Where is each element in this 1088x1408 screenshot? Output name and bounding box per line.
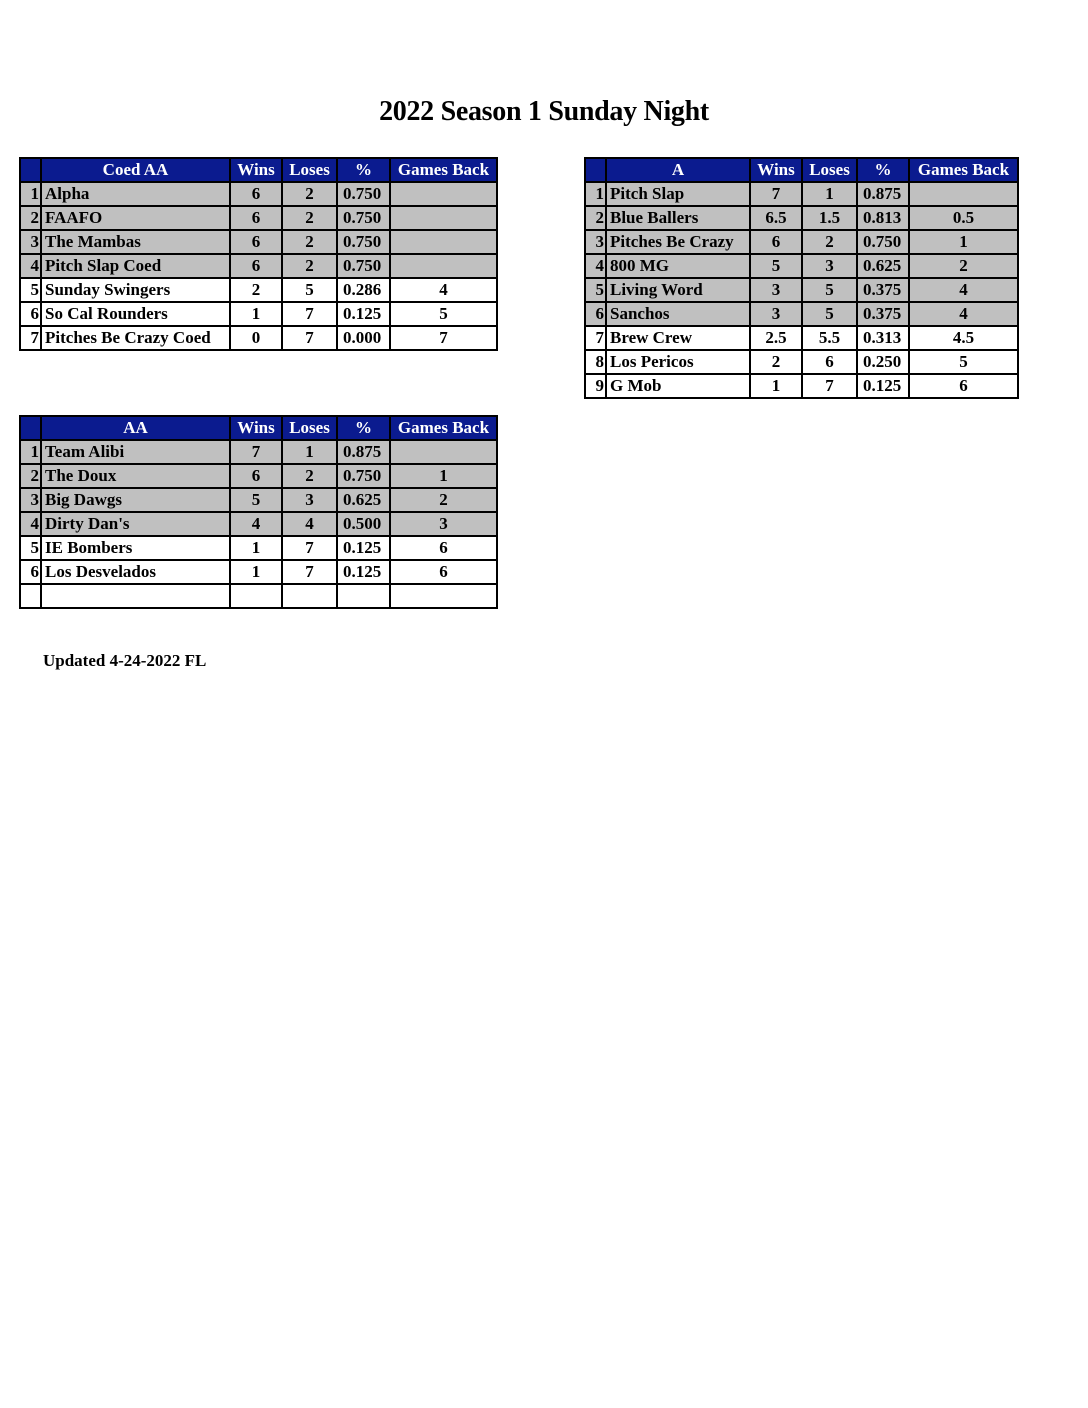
page-title: 2022 Season 1 Sunday Night	[379, 96, 709, 127]
pct-header: %	[337, 416, 390, 440]
team-name-cell: Pitches Be Crazy Coed	[41, 326, 230, 350]
wins-cell: 3	[750, 302, 802, 326]
pct-cell: 0.375	[857, 278, 909, 302]
loses-cell: 1	[282, 440, 337, 464]
pct-cell: 0.125	[337, 536, 390, 560]
pct-cell: 0.750	[337, 230, 390, 254]
rank-cell: 5	[20, 536, 41, 560]
wins-cell: 6	[230, 182, 282, 206]
games-back-cell: 1	[909, 230, 1018, 254]
team-name-cell: Living Word	[606, 278, 750, 302]
wins-cell: 1	[230, 536, 282, 560]
updated-note: Updated 4-24-2022 FL	[43, 651, 207, 670]
pct-cell: 0.625	[337, 488, 390, 512]
table-row	[20, 278, 497, 302]
loses-cell: 3	[802, 254, 857, 278]
rank-cell: 2	[585, 206, 606, 230]
games-back-cell	[909, 182, 1018, 206]
table-header-row	[20, 416, 497, 440]
rank-cell: 4	[20, 512, 41, 536]
loses-cell: 1	[802, 182, 857, 206]
table-row	[585, 278, 1018, 302]
games-back-cell: 5	[909, 350, 1018, 374]
pct-cell: 0.313	[857, 326, 909, 350]
table-row	[585, 326, 1018, 350]
wins-cell: 2	[750, 350, 802, 374]
wins-cell: 3	[750, 278, 802, 302]
wins-cell: 5	[750, 254, 802, 278]
pct-header: %	[857, 158, 909, 182]
pct-cell: 0.286	[337, 278, 390, 302]
table-row	[20, 536, 497, 560]
games-back-header: Games Back	[390, 158, 497, 182]
games-back-header: Games Back	[390, 416, 497, 440]
team-name-cell: G Mob	[606, 374, 750, 398]
team-name-cell: Team Alibi	[41, 440, 230, 464]
wins-cell	[230, 584, 282, 608]
wins-cell: 6	[230, 230, 282, 254]
pct-cell: 0.875	[337, 440, 390, 464]
team-name-cell: 800 MG	[606, 254, 750, 278]
pct-cell: 0.750	[337, 464, 390, 488]
rank-cell: 3	[585, 230, 606, 254]
rank-cell: 1	[20, 440, 41, 464]
table-row	[20, 512, 497, 536]
rank-cell: 7	[20, 326, 41, 350]
rank-cell: 6	[20, 560, 41, 584]
loses-cell: 3	[282, 488, 337, 512]
team-name-cell: Sunday Swingers	[41, 278, 230, 302]
games-back-cell	[390, 254, 497, 278]
table-row	[585, 206, 1018, 230]
rank-header	[20, 158, 41, 182]
table-header-row	[20, 158, 497, 182]
loses-cell: 2	[282, 206, 337, 230]
wins-cell: 2.5	[750, 326, 802, 350]
loses-cell: 7	[282, 326, 337, 350]
table-row	[20, 464, 497, 488]
games-back-cell: 6	[909, 374, 1018, 398]
a-standings-table	[584, 157, 1019, 399]
table-row	[585, 230, 1018, 254]
table-row	[585, 302, 1018, 326]
loses-cell	[282, 584, 337, 608]
games-back-cell: 3	[390, 512, 497, 536]
wins-cell: 0	[230, 326, 282, 350]
table-row	[20, 584, 497, 608]
games-back-cell	[390, 584, 497, 608]
team-name-cell: Pitch Slap Coed	[41, 254, 230, 278]
team-name-cell: Los Desvelados	[41, 560, 230, 584]
table-row	[585, 374, 1018, 398]
loses-cell: 5	[282, 278, 337, 302]
loses-cell: 2	[282, 182, 337, 206]
games-back-cell: 5	[390, 302, 497, 326]
rank-cell	[20, 584, 41, 608]
loses-cell: 6	[802, 350, 857, 374]
loses-cell: 2	[282, 230, 337, 254]
rank-cell: 4	[20, 254, 41, 278]
wins-cell: 4	[230, 512, 282, 536]
wins-cell: 6	[750, 230, 802, 254]
wins-cell: 1	[230, 560, 282, 584]
table-row	[20, 182, 497, 206]
team-name-cell: Los Pericos	[606, 350, 750, 374]
team-name-cell: So Cal Rounders	[41, 302, 230, 326]
loses-cell: 7	[282, 302, 337, 326]
pct-cell: 0.500	[337, 512, 390, 536]
rank-cell: 3	[20, 230, 41, 254]
loses-cell: 5.5	[802, 326, 857, 350]
aa-standings-table	[19, 415, 498, 609]
games-back-cell	[390, 440, 497, 464]
games-back-cell: 2	[909, 254, 1018, 278]
wins-cell: 6.5	[750, 206, 802, 230]
table-row	[20, 206, 497, 230]
pct-cell: 0.750	[337, 254, 390, 278]
wins-cell: 6	[230, 206, 282, 230]
games-back-cell: 6	[390, 560, 497, 584]
table-row	[585, 182, 1018, 206]
loses-cell: 4	[282, 512, 337, 536]
games-back-cell	[390, 206, 497, 230]
team-name-cell: Dirty Dan's	[41, 512, 230, 536]
pct-cell: 0.750	[337, 182, 390, 206]
rank-cell: 7	[585, 326, 606, 350]
table-row	[20, 254, 497, 278]
wins-cell: 5	[230, 488, 282, 512]
table-row	[20, 302, 497, 326]
rank-cell: 2	[20, 206, 41, 230]
table-row	[20, 440, 497, 464]
pct-cell: 0.000	[337, 326, 390, 350]
wins-header: Wins	[230, 158, 282, 182]
games-back-cell: 4	[909, 278, 1018, 302]
pct-cell: 0.125	[337, 302, 390, 326]
loses-cell: 2	[802, 230, 857, 254]
rank-cell: 8	[585, 350, 606, 374]
team-name-cell: FAAFO	[41, 206, 230, 230]
team-name-cell: Pitch Slap	[606, 182, 750, 206]
games-back-cell: 0.5	[909, 206, 1018, 230]
pct-cell: 0.625	[857, 254, 909, 278]
table-row	[585, 254, 1018, 278]
team-name-cell: Blue Ballers	[606, 206, 750, 230]
loses-cell: 5	[802, 302, 857, 326]
rank-cell: 5	[20, 278, 41, 302]
wins-cell: 6	[230, 464, 282, 488]
pct-cell: 0.125	[337, 560, 390, 584]
wins-cell: 7	[230, 440, 282, 464]
division-header: AA	[41, 416, 230, 440]
team-name-cell	[41, 584, 230, 608]
wins-cell: 1	[750, 374, 802, 398]
rank-cell: 1	[585, 182, 606, 206]
table-row	[20, 560, 497, 584]
pct-cell: 0.750	[337, 206, 390, 230]
pct-header: %	[337, 158, 390, 182]
table-row	[20, 230, 497, 254]
wins-cell: 2	[230, 278, 282, 302]
coed-aa-standings-table	[19, 157, 498, 351]
rank-cell: 5	[585, 278, 606, 302]
games-back-cell: 4	[909, 302, 1018, 326]
loses-header: Loses	[282, 158, 337, 182]
games-back-header: Games Back	[909, 158, 1018, 182]
pct-cell: 0.813	[857, 206, 909, 230]
games-back-cell	[390, 182, 497, 206]
loses-cell: 2	[282, 254, 337, 278]
team-name-cell: Sanchos	[606, 302, 750, 326]
pct-cell: 0.875	[857, 182, 909, 206]
loses-cell: 5	[802, 278, 857, 302]
wins-cell: 6	[230, 254, 282, 278]
games-back-cell: 2	[390, 488, 497, 512]
rank-cell: 1	[20, 182, 41, 206]
pct-cell: 0.750	[857, 230, 909, 254]
rank-cell: 2	[20, 464, 41, 488]
rank-cell: 3	[20, 488, 41, 512]
rank-cell: 9	[585, 374, 606, 398]
team-name-cell: The Mambas	[41, 230, 230, 254]
games-back-cell: 4.5	[909, 326, 1018, 350]
team-name-cell: Big Dawgs	[41, 488, 230, 512]
rank-header	[20, 416, 41, 440]
table-row	[20, 326, 497, 350]
loses-cell: 2	[282, 464, 337, 488]
loses-cell: 7	[282, 560, 337, 584]
pct-cell: 0.125	[857, 374, 909, 398]
table-row	[20, 488, 497, 512]
wins-header: Wins	[750, 158, 802, 182]
team-name-cell: Pitches Be Crazy	[606, 230, 750, 254]
loses-cell: 1.5	[802, 206, 857, 230]
games-back-cell: 6	[390, 536, 497, 560]
team-name-cell: Alpha	[41, 182, 230, 206]
rank-cell: 6	[585, 302, 606, 326]
rank-cell: 6	[20, 302, 41, 326]
loses-header: Loses	[802, 158, 857, 182]
games-back-cell	[390, 230, 497, 254]
wins-cell: 7	[750, 182, 802, 206]
loses-header: Loses	[282, 416, 337, 440]
rank-cell: 4	[585, 254, 606, 278]
games-back-cell: 4	[390, 278, 497, 302]
table-row	[585, 350, 1018, 374]
wins-header: Wins	[230, 416, 282, 440]
pct-cell: 0.250	[857, 350, 909, 374]
team-name-cell: The Doux	[41, 464, 230, 488]
rank-header	[585, 158, 606, 182]
pct-cell: 0.375	[857, 302, 909, 326]
team-name-cell: IE Bombers	[41, 536, 230, 560]
games-back-cell: 7	[390, 326, 497, 350]
loses-cell: 7	[802, 374, 857, 398]
division-header: Coed AA	[41, 158, 230, 182]
games-back-cell: 1	[390, 464, 497, 488]
division-header: A	[606, 158, 750, 182]
loses-cell: 7	[282, 536, 337, 560]
pct-cell	[337, 584, 390, 608]
team-name-cell: Brew Crew	[606, 326, 750, 350]
table-header-row	[585, 158, 1018, 182]
wins-cell: 1	[230, 302, 282, 326]
